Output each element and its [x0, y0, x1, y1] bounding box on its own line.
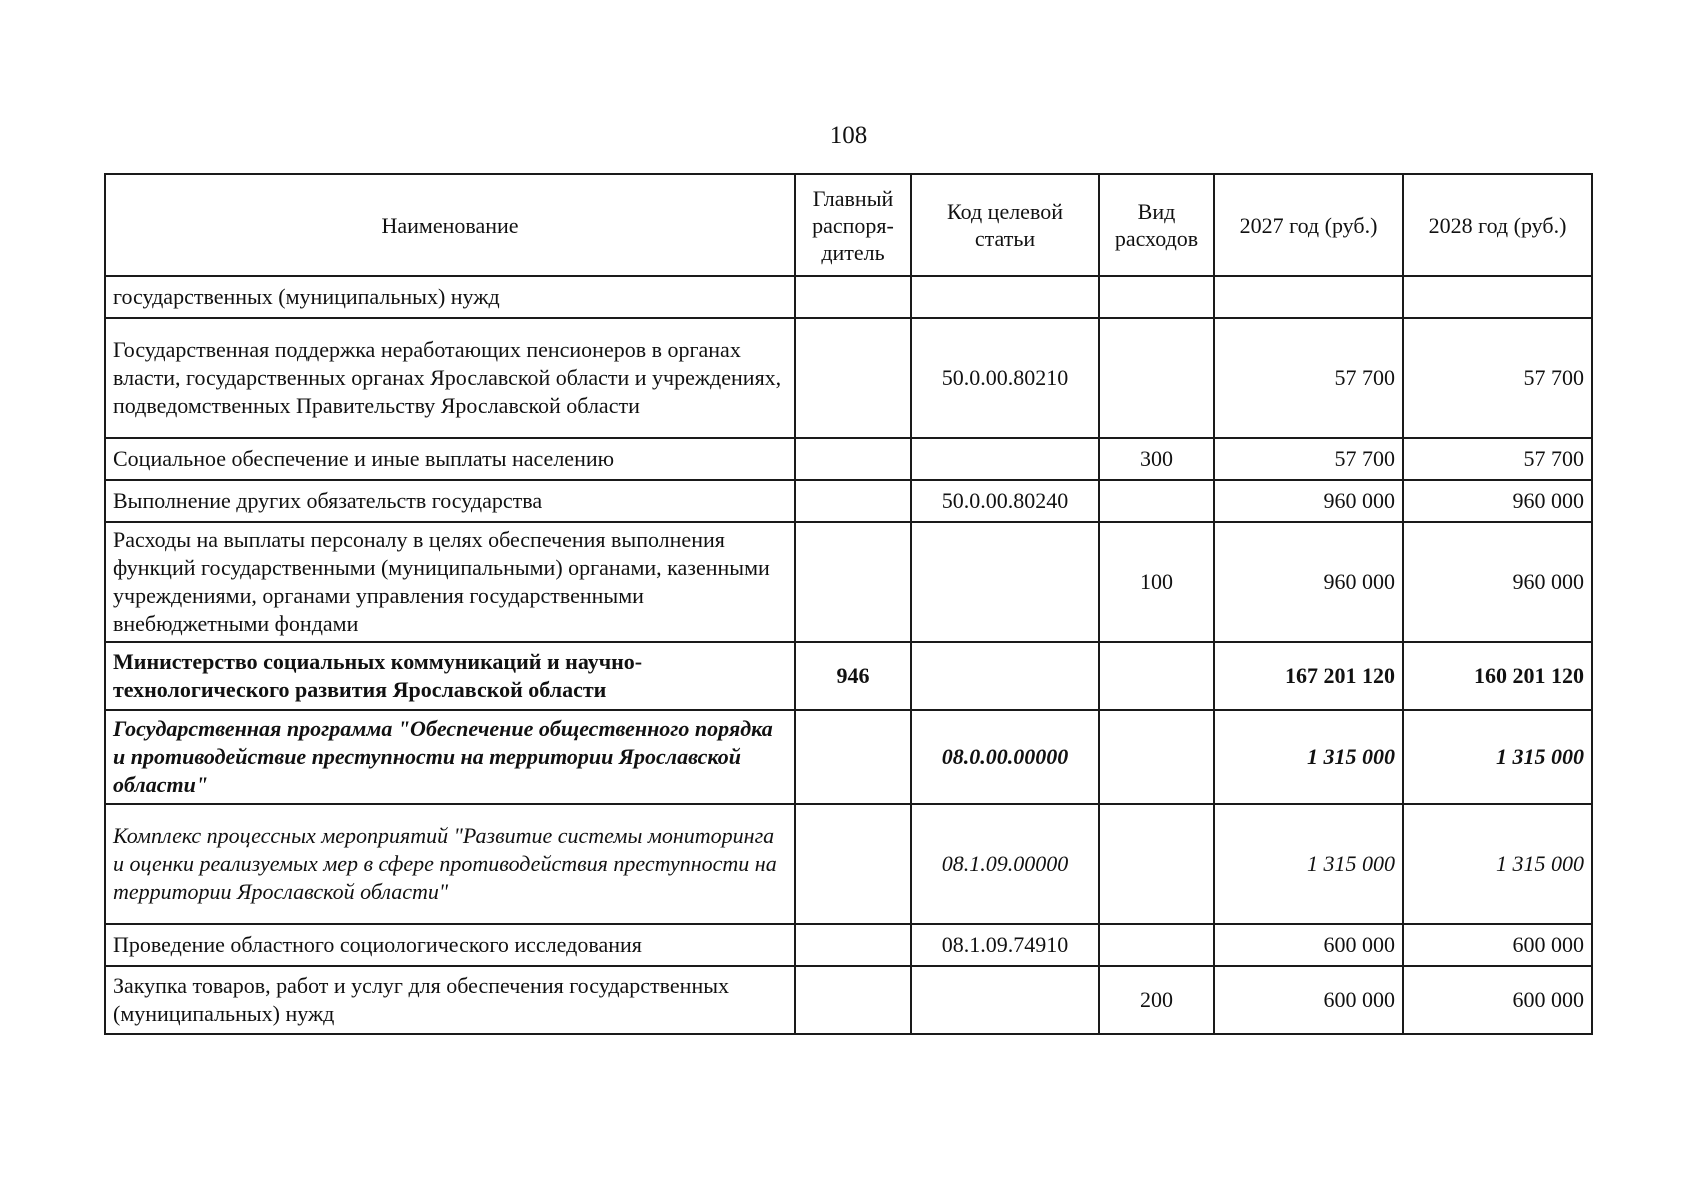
table-row [105, 642, 1592, 710]
cell-code [911, 276, 1099, 318]
cell-2027: 1 315 000 [1214, 804, 1403, 924]
cell-name: Государственная программа "Обеспечение общественного порядка и противодействие преступности на территории Ярославской области" [105, 710, 795, 804]
cell-name: Проведение областного социологического исследования [105, 924, 795, 966]
cell-name: Государственная поддержка неработающих пенсионеров в органах власти, государственных органах Ярославской области и учреждениях, подведомственных Правительству Ярославской области [105, 318, 795, 438]
cell-2028: 57 700 [1403, 318, 1592, 438]
cell-type [1099, 804, 1214, 924]
cell-code: 08.0.00.00000 [911, 710, 1099, 804]
cell-name: Министерство социальных коммуникаций и научно-технологического развития Ярославской области [105, 642, 795, 710]
cell-type [1099, 480, 1214, 522]
table-row [105, 710, 1592, 804]
cell-2027: 57 700 [1214, 318, 1403, 438]
cell-2028: 960 000 [1403, 480, 1592, 522]
cell-manager [795, 318, 911, 438]
table-row [105, 276, 1592, 318]
table-row [105, 804, 1592, 924]
header-2027: 2027 год (руб.) [1214, 174, 1403, 276]
budget-table [104, 173, 1593, 1035]
cell-2028: 57 700 [1403, 438, 1592, 480]
table-row [105, 924, 1592, 966]
cell-2027: 960 000 [1214, 480, 1403, 522]
table-row [105, 318, 1592, 438]
header-manager [795, 174, 911, 276]
cell-code [911, 966, 1099, 1034]
header-type: Вид расходов [1099, 174, 1214, 276]
cell-name: Расходы на выплаты персоналу в целях обеспечения выполнения функций государственными (муниципальными) органами, казенными учреждениями, органами управления государственными внебюджетными фондами [105, 522, 795, 642]
cell-type: 300 [1099, 438, 1214, 480]
cell-type: 200 [1099, 966, 1214, 1034]
cell-manager [795, 438, 911, 480]
cell-code [911, 438, 1099, 480]
cell-2028: 960 000 [1403, 522, 1592, 642]
cell-name: Закупка товаров, работ и услуг для обеспечения государственных (муниципальных) нужд [105, 966, 795, 1034]
cell-2028 [1403, 276, 1592, 318]
header-code: Код целевой статьи [911, 174, 1099, 276]
cell-type [1099, 276, 1214, 318]
cell-type [1099, 642, 1214, 710]
cell-code [911, 642, 1099, 710]
cell-2027: 167 201 120 [1214, 642, 1403, 710]
table-row [105, 522, 1592, 642]
cell-manager [795, 710, 911, 804]
cell-code [911, 522, 1099, 642]
cell-2027: 600 000 [1214, 924, 1403, 966]
header-name: Наименование [105, 174, 795, 276]
cell-code: 50.0.00.80210 [911, 318, 1099, 438]
cell-code: 08.1.09.00000 [911, 804, 1099, 924]
cell-2028: 160 201 120 [1403, 642, 1592, 710]
cell-type [1099, 924, 1214, 966]
cell-type [1099, 318, 1214, 438]
cell-manager [795, 480, 911, 522]
table-row [105, 438, 1592, 480]
table-header-row [105, 174, 1592, 276]
cell-type: 100 [1099, 522, 1214, 642]
cell-2027: 57 700 [1214, 438, 1403, 480]
cell-code: 50.0.00.80240 [911, 480, 1099, 522]
cell-2028: 600 000 [1403, 924, 1592, 966]
cell-name: Комплекс процессных мероприятий "Развитие системы мониторинга и оценки реализуемых мер в сфере противодействия преступности на территории Ярославской области" [105, 804, 795, 924]
cell-2028: 600 000 [1403, 966, 1592, 1034]
cell-2027: 960 000 [1214, 522, 1403, 642]
header-manager-label: Главный распоря-дитель [812, 185, 894, 265]
cell-2028: 1 315 000 [1403, 710, 1592, 804]
table-row [105, 480, 1592, 522]
cell-2027 [1214, 276, 1403, 318]
cell-manager [795, 924, 911, 966]
cell-manager: 946 [795, 642, 911, 710]
table-row [105, 966, 1592, 1034]
cell-type [1099, 710, 1214, 804]
cell-2027: 600 000 [1214, 966, 1403, 1034]
cell-manager [795, 276, 911, 318]
cell-2028: 1 315 000 [1403, 804, 1592, 924]
header-2028: 2028 год (руб.) [1403, 174, 1592, 276]
page-number: 108 [829, 122, 868, 149]
cell-manager [795, 522, 911, 642]
cell-code: 08.1.09.74910 [911, 924, 1099, 966]
cell-manager [795, 966, 911, 1034]
cell-name: Выполнение других обязательств государства [105, 480, 795, 522]
cell-name: Социальное обеспечение и иные выплаты населению [105, 438, 795, 480]
cell-manager [795, 804, 911, 924]
table-body [105, 276, 1592, 1034]
cell-name: государственных (муниципальных) нужд [105, 276, 795, 318]
cell-2027: 1 315 000 [1214, 710, 1403, 804]
